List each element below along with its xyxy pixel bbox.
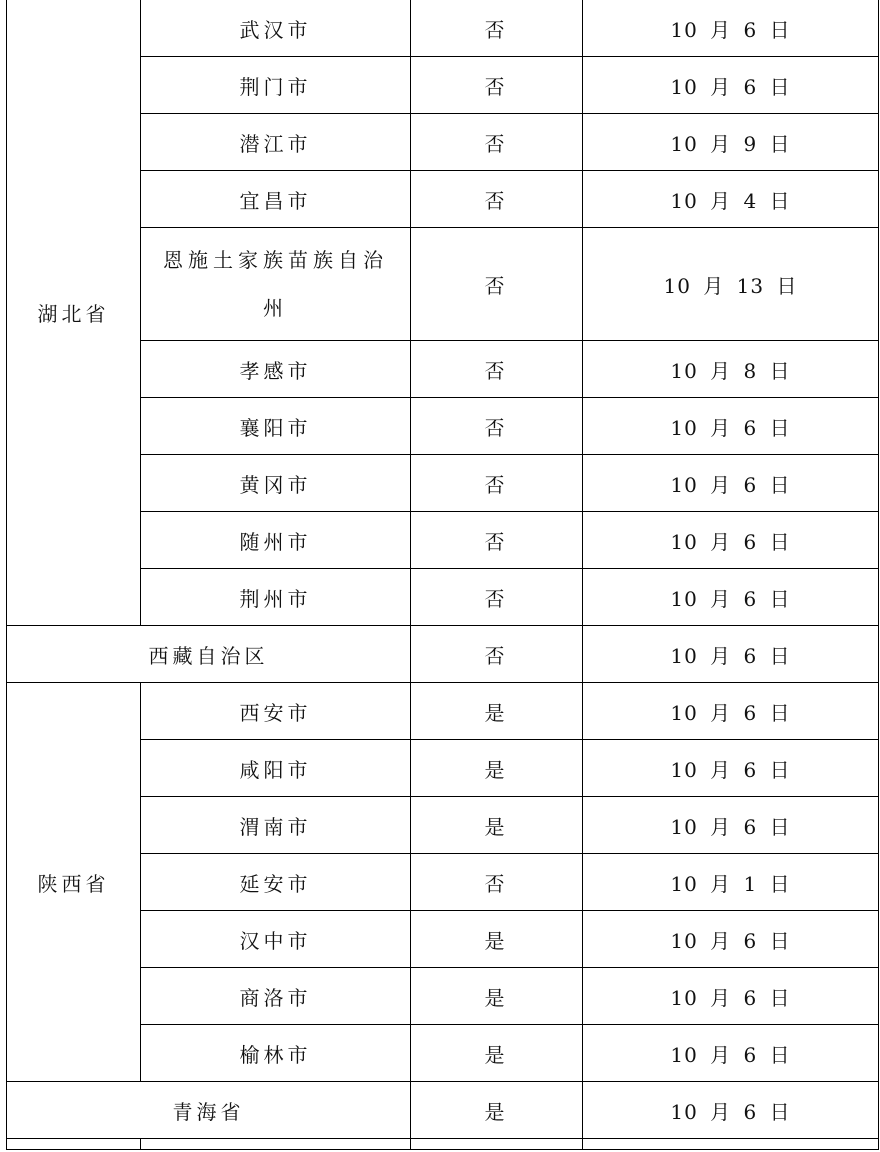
flag-cell: 否 xyxy=(411,0,583,57)
date-cell: 10 月 6 日 xyxy=(583,0,879,57)
empty-cell xyxy=(411,1139,583,1150)
flag-cell: 否 xyxy=(411,512,583,569)
date-cell: 10 月 6 日 xyxy=(583,911,879,968)
city-cell: 汉中市 xyxy=(141,911,411,968)
date-cell: 10 月 6 日 xyxy=(583,398,879,455)
flag-cell: 否 xyxy=(411,854,583,911)
table-row xyxy=(7,626,879,683)
region-schedule-table xyxy=(6,0,879,1150)
city-cell: 随州市 xyxy=(141,512,411,569)
date-cell: 10 月 6 日 xyxy=(583,740,879,797)
date-cell: 10 月 13 日 xyxy=(583,228,879,341)
flag-cell: 是 xyxy=(411,1082,583,1139)
flag-cell: 否 xyxy=(411,626,583,683)
city-cell: 武汉市 xyxy=(141,0,411,57)
flag-cell: 是 xyxy=(411,683,583,740)
city-cell: 咸阳市 xyxy=(141,740,411,797)
date-cell: 10 月 6 日 xyxy=(583,1025,879,1082)
flag-cell: 否 xyxy=(411,569,583,626)
city-cell: 渭南市 xyxy=(141,797,411,854)
flag-cell: 否 xyxy=(411,171,583,228)
city-cell: 商洛市 xyxy=(141,968,411,1025)
city-cell: 宜昌市 xyxy=(141,171,411,228)
flag-cell: 否 xyxy=(411,228,583,341)
empty-cell xyxy=(141,1139,411,1150)
date-cell: 10 月 6 日 xyxy=(583,797,879,854)
flag-cell: 是 xyxy=(411,797,583,854)
city-cell: 榆林市 xyxy=(141,1025,411,1082)
date-cell: 10 月 6 日 xyxy=(583,683,879,740)
flag-cell: 是 xyxy=(411,968,583,1025)
date-cell: 10 月 6 日 xyxy=(583,57,879,114)
city-cell: 西安市 xyxy=(141,683,411,740)
date-cell: 10 月 1 日 xyxy=(583,854,879,911)
city-cell: 荆门市 xyxy=(141,57,411,114)
flag-cell: 是 xyxy=(411,1025,583,1082)
flag-cell: 否 xyxy=(411,455,583,512)
city-cell: 恩施土家族苗族自治州 xyxy=(141,228,411,341)
date-cell: 10 月 6 日 xyxy=(583,626,879,683)
province-cell: 湖北省 xyxy=(7,0,141,626)
city-cell: 潜江市 xyxy=(141,114,411,171)
date-cell: 10 月 9 日 xyxy=(583,114,879,171)
flag-cell: 否 xyxy=(411,57,583,114)
date-cell: 10 月 6 日 xyxy=(583,512,879,569)
flag-cell: 是 xyxy=(411,911,583,968)
date-cell: 10 月 6 日 xyxy=(583,968,879,1025)
flag-cell: 否 xyxy=(411,341,583,398)
table-row xyxy=(7,683,879,740)
city-cell: 孝感市 xyxy=(141,341,411,398)
date-cell: 10 月 6 日 xyxy=(583,569,879,626)
city-cell: 延安市 xyxy=(141,854,411,911)
table-row xyxy=(7,0,879,57)
city-cell: 黄冈市 xyxy=(141,455,411,512)
table-row xyxy=(7,1082,879,1139)
flag-cell: 是 xyxy=(411,740,583,797)
city-cell: 荆州市 xyxy=(141,569,411,626)
empty-cell xyxy=(583,1139,879,1150)
date-cell: 10 月 6 日 xyxy=(583,455,879,512)
region-cell: 西藏自治区 xyxy=(7,626,411,683)
region-cell: 青海省 xyxy=(7,1082,411,1139)
date-cell: 10 月 8 日 xyxy=(583,341,879,398)
flag-cell: 否 xyxy=(411,398,583,455)
province-cell: 陕西省 xyxy=(7,683,141,1082)
date-cell: 10 月 6 日 xyxy=(583,1082,879,1139)
flag-cell: 否 xyxy=(411,114,583,171)
empty-cell xyxy=(7,1139,141,1150)
table-row-partial xyxy=(7,1139,879,1150)
date-cell: 10 月 4 日 xyxy=(583,171,879,228)
city-cell: 襄阳市 xyxy=(141,398,411,455)
